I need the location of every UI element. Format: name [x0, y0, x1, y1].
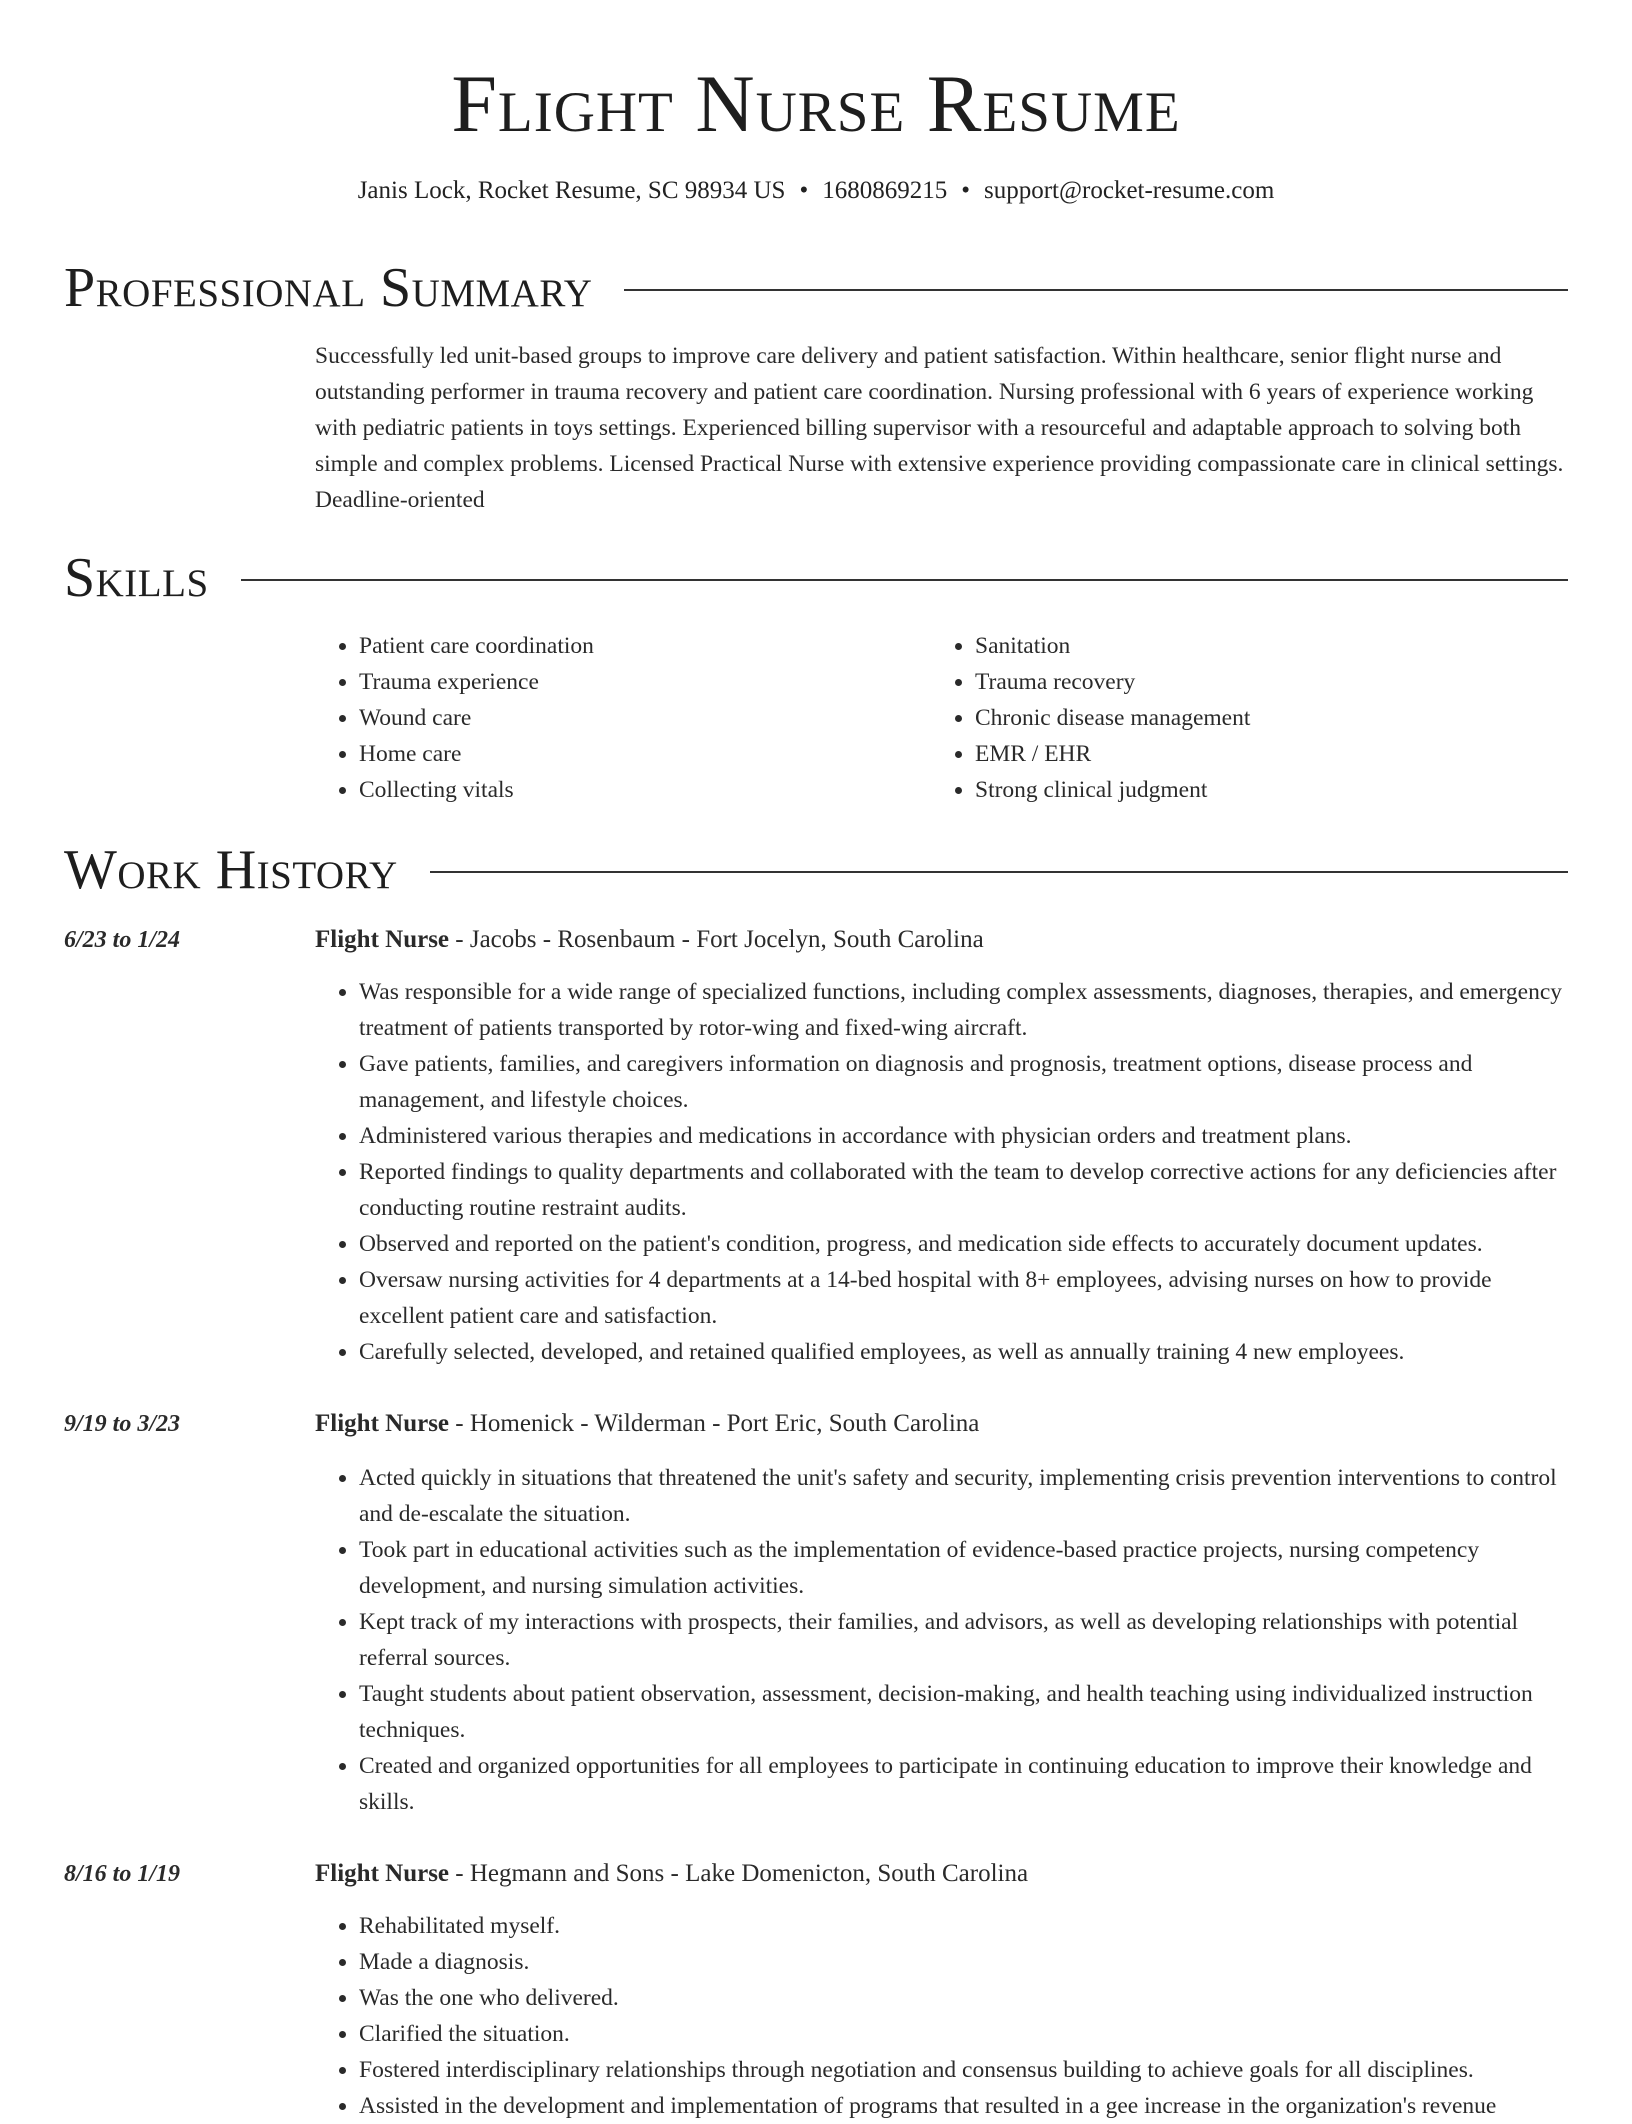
job-bullet: • Clarified the situation. [359, 2016, 1570, 2052]
summary-text: Successfully led unit-based groups to improve care delivery and patient satisfaction. Within healthcare, senior flight nurse and outstanding performer in trauma recovery and patient care coordination. Nursing professional with 6 years of experience working with pediatric patients in toys settings. Experienced billing supervisor with a resourceful and adaptable approach to solving both simple and complex problems. Licensed Practical Nurse with extensive experience providing compassionate care in clinical settings. Deadline-oriented [315, 343, 1564, 513]
job-bullet: • Rehabilitated myself. [359, 1908, 1570, 1944]
section-divider [241, 579, 1568, 581]
skill-item: • Trauma recovery [975, 664, 1547, 700]
job-bullet: • Was the one who delivered. [359, 1980, 1570, 2016]
contact-separator: • [799, 177, 809, 204]
section-header-skills [64, 546, 1568, 610]
job-header [315, 1856, 1570, 1892]
skills-column-left [315, 628, 931, 808]
section-header-summary [64, 256, 1568, 320]
section-divider [624, 289, 1568, 291]
job-bullet: • Fostered interdisciplinary relationships through negotiation and consensus building to achieve goals for all disciplines. [359, 2052, 1570, 2088]
skills-list [315, 628, 1570, 808]
job-details: - Hegmann and Sons - Lake Domenicton, South Carolina [449, 1860, 1029, 1887]
section-title-summary: Professional Summary [64, 257, 593, 319]
job-dates: 9/19 to 3/23 [64, 1411, 181, 1437]
job-bullet: • Acted quickly in situations that threatened the unit's safety and security, implementing crisis prevention interventions to control and de-escalate the situation. [359, 1460, 1570, 1532]
job-bullet: • Reported findings to quality departments and collaborated with the team to develop corrective actions for any deficiencies after conducting routine restraint audits. [359, 1154, 1570, 1226]
job-header [315, 922, 1570, 958]
contact-email: support@rocket-resume.com [984, 177, 1275, 204]
job-bullet: • Oversaw nursing activities for 4 departments at a 14-bed hospital with 8+ employees, advising nurses on how to provide excellent patient care and satisfaction. [359, 1262, 1570, 1334]
skill-item: • EMR / EHR [975, 736, 1547, 772]
contact-separator: • [961, 177, 970, 204]
job-bullet: • Was responsible for a wide range of specialized functions, including complex assessments, diagnoses, therapies, and emergency treatment of patients transported by rotor-wing and fixed-wing aircraft. [359, 974, 1570, 1046]
job-bullet: • Administered various therapies and medications in accordance with physician orders and treatment plans. [359, 1118, 1570, 1154]
job-bullet: • Created and organized opportunities for all employees to participate in continuing education to improve their knowledge and skills. [359, 1748, 1570, 1820]
job-bullet: • Took part in educational activities such as the implementation of evidence-based practice projects, nursing competency development, and nursing simulation activities. [359, 1532, 1570, 1604]
contact-phone: 1680869215 [822, 177, 948, 204]
job-dates: 8/16 to 1/19 [64, 1861, 181, 1887]
section-divider [430, 871, 1568, 873]
job-bullets [315, 974, 1570, 1370]
job-bullet: • Gave patients, families, and caregivers information on diagnosis and prognosis, treatment options, disease process and management, and lifestyle choices. [359, 1046, 1570, 1118]
job-details: - Jacobs - Rosenbaum - Fort Jocelyn, South Carolina [449, 926, 984, 953]
job-title: Flight Nurse [315, 1860, 450, 1887]
job-bullet: • Made a diagnosis. [359, 1944, 1570, 1980]
job-details: - Homenick - Wilderman - Port Eric, South Carolina [449, 1410, 980, 1437]
job-header [315, 1406, 1570, 1442]
job-bullet: • Kept track of my interactions with prospects, their families, and advisors, as well as developing relationships with potential referral sources. [359, 1604, 1570, 1676]
skill-item: • Home care [359, 736, 931, 772]
job-title: Flight Nurse [315, 1410, 450, 1437]
job-bullet: • Observed and reported on the patient's condition, progress, and medication side effects to accurately document updates. [359, 1226, 1570, 1262]
job-bullet: • Taught students about patient observation, assessment, decision-making, and health teaching using individualized instruction techniques. [359, 1676, 1570, 1748]
skill-item: • Wound care [359, 700, 931, 736]
skills-column-right [931, 628, 1547, 808]
section-header-work-history [64, 838, 1568, 902]
job-bullets [315, 1460, 1570, 1820]
section-title-skills: Skills [64, 547, 209, 609]
job-bullet: • Assisted in the development and implementation of programs that resulted in a gee increase in the organization's revenue [359, 2088, 1570, 2124]
skill-item: • Strong clinical judgment [975, 772, 1547, 808]
job-bullet: • Carefully selected, developed, and retained qualified employees, as well as annually training 4 new employees. [359, 1334, 1570, 1370]
contact-address: Janis Lock, Rocket Resume, SC 98934 US [357, 177, 786, 204]
contact-line [0, 174, 1632, 208]
resume-title: Flight Nurse Resume [451, 58, 1181, 149]
job-bullets [315, 1908, 1570, 2124]
skill-item: • Chronic disease management [975, 700, 1547, 736]
skill-item: • Trauma experience [359, 664, 931, 700]
skill-item: • Sanitation [975, 628, 1547, 664]
skill-item: • Collecting vitals [359, 772, 931, 808]
skill-item: • Patient care coordination [359, 628, 931, 664]
section-title-work-history: Work History [64, 839, 398, 901]
job-title: Flight Nurse [315, 926, 450, 953]
job-dates: 6/23 to 1/24 [64, 927, 181, 953]
